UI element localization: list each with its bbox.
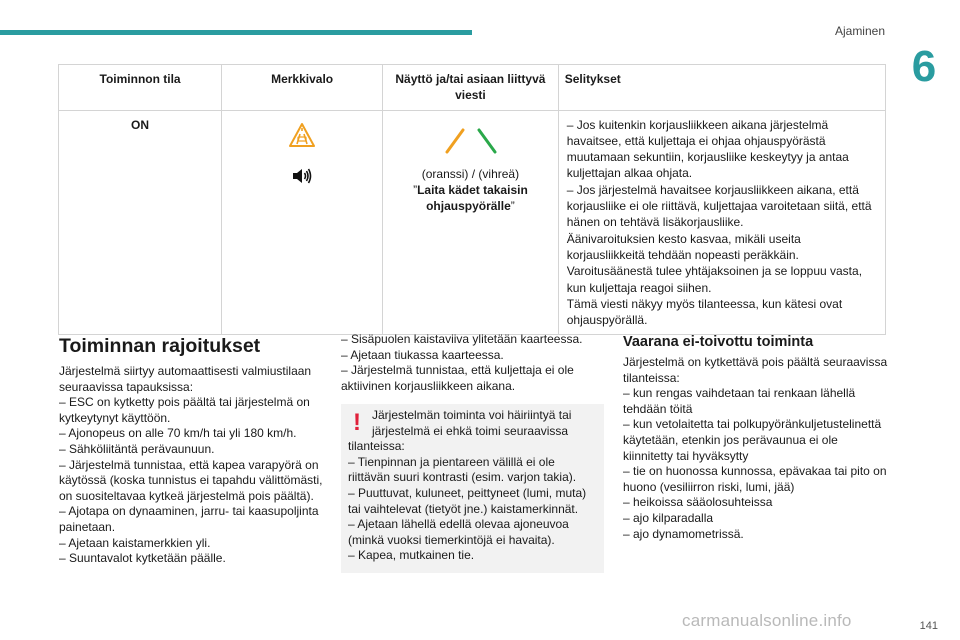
explanation-line: – Jos kuitenkin korjausliikkeen aikana järjestelmä havaitsee, että kuljettaja ei ohjaa ohjauspyörästä muutamaan sekuntiin, korjausliike keskeytyy ja antaa kuljettajan alkaa ohjata.: [566, 117, 849, 181]
quote-open: ”: [413, 182, 418, 197]
limits-line: – Ajonopeus on alle 70 km/h tai yli 180 km/h.: [59, 426, 297, 441]
lane-lines-icon: [433, 126, 507, 156]
limits-line: – Suuntavalot kytketään päälle.: [59, 551, 226, 566]
sound-icon: [291, 166, 313, 186]
table-header-row: [59, 65, 886, 111]
state-cell: ON: [59, 110, 222, 335]
explanation-cell: [558, 110, 885, 335]
quote-close: ”: [510, 199, 515, 214]
note-line: – Puuttuvat, kuluneet, peittyneet (lumi, muta) tai vaihtelevat (tietyöt jne.) kaistamerkinnät.: [348, 485, 587, 516]
display-message: [384, 182, 557, 215]
watermark: carmanualsonline.info: [682, 611, 852, 630]
note-line: – Tienpinnan ja pientareen välillä ei ole riittävän suuri kontrasti (esim. varjon takia).: [348, 454, 577, 485]
explanation-line: Äänivaroituksien kesto kasvaa, mikäli useita korjausliikkeitä tehdään nopeasti peräkkäin.: [566, 231, 801, 262]
limits-continued: [341, 332, 605, 394]
note-text: [348, 408, 598, 564]
limits-line: – Järjestelmä tunnistaa, että kapea varapyörä on käytössä (koska tunnistus ei tapahdu välittömästi, on suositeltavaa kytkeä järjestelmä pois päältä).: [59, 457, 323, 503]
indicator-cell: [222, 110, 383, 335]
note-line: – Kapea, mutkainen tie.: [348, 548, 475, 563]
function-state-table: [58, 64, 886, 335]
message-text: Laita kädet takaisin ohjauspyörälle: [417, 182, 528, 214]
header-explanation: Selitykset: [558, 65, 885, 111]
note-line: Järjestelmän toiminta voi häiriintyä tai järjestelmä ei ehkä toimi seuraavissa: [372, 408, 572, 438]
risk-title: Vaarana ei-toivottu toiminta: [623, 334, 814, 350]
risk-line: – ajo kilparadalla: [623, 510, 714, 525]
section-title: Ajaminen: [834, 24, 885, 38]
explanation-line: Tämä viesti näkyy myös tilanteessa, kun kätesi ovat ohjauspyörällä.: [566, 296, 843, 328]
chapter-number: 6: [911, 42, 937, 91]
risk-section: [623, 333, 888, 542]
explanation-line: – Jos järjestelmä havaitsee korjausliikkeen aikana, että korjausliike ei ole riittävä, kuljettajaa varoitetaan siitä, että hänen on tehtävä lisäkorjausliike.: [566, 182, 872, 230]
limits-line: – ESC on kytketty pois päältä tai järjestelmä on kytkeytynyt käyttöön.: [59, 395, 310, 425]
limits-title: Toiminnan rajoitukset: [59, 335, 261, 357]
warning-note: [341, 404, 604, 573]
display-cell: [383, 110, 559, 335]
header-state: Toiminnon tila: [59, 65, 222, 111]
header-accent-bar: [0, 30, 472, 35]
explanation-line: Varoitusäänestä tulee yhtäjaksoinen ja se loppuu vasta, kun kuljettaja reagoi siihen.: [566, 264, 863, 295]
limits-line: – Ajotapa on dynaaminen, jarru- tai kaasupoljinta painetaan.: [59, 504, 319, 534]
limits-section: [59, 334, 323, 567]
limits-line: – Järjestelmä tunnistaa, että kuljettaja ei ole aktiivinen korjausliikkeen aikana.: [341, 363, 574, 393]
risk-line: – ajo dynamometrissä.: [623, 526, 744, 541]
header-indicator: Merkkivalo: [222, 65, 383, 111]
risk-line: – tie on huonossa kunnossa, epävakaa tai pito on huono (vesiliirron riski, lumi, jää): [623, 464, 887, 494]
limits-line: – Ajetaan tiukassa kaarteessa.: [341, 347, 504, 362]
page-number: 141: [919, 620, 938, 632]
table-row: [59, 110, 886, 335]
risk-line: – kun vetolaitetta tai polkupyöränkuljetustelinettä käytetään, etenkin jos perävaunua ei ole kiinnitetty tai hyväksytty: [623, 417, 882, 463]
header-display: Näyttö ja/tai asiaan liittyvä viesti: [383, 65, 559, 111]
risk-line: Järjestelmä on kytkettävä pois päältä seuraavissa tilanteissa:: [623, 355, 888, 385]
exclamation-icon: !: [353, 409, 361, 436]
lane-warning-icon: [288, 122, 316, 150]
limits-line: Järjestelmä siirtyy automaattisesti valmiustilaan seuraavissa tapauksissa:: [59, 364, 312, 394]
note-line: tilanteissa:: [348, 439, 405, 454]
note-line: – Ajetaan lähellä edellä olevaa ajoneuvoa (minkä vuoksi tiemerkintöjä ei havaita).: [348, 517, 569, 547]
risk-line: – heikoissa sääolosuhteissa: [623, 495, 773, 510]
limits-line: – Ajetaan kaistamerkkien yli.: [59, 535, 211, 550]
limits-line: – Sisäpuolen kaistaviiva ylitetään kaarteessa.: [341, 332, 583, 346]
display-colors: (oranssi) / (vihreä): [421, 166, 520, 181]
limits-line: – Sähköliitäntä perävaunuun.: [59, 441, 215, 456]
risk-line: – kun rengas vaihdetaan tai renkaan lähellä tehdään töitä: [623, 386, 856, 416]
